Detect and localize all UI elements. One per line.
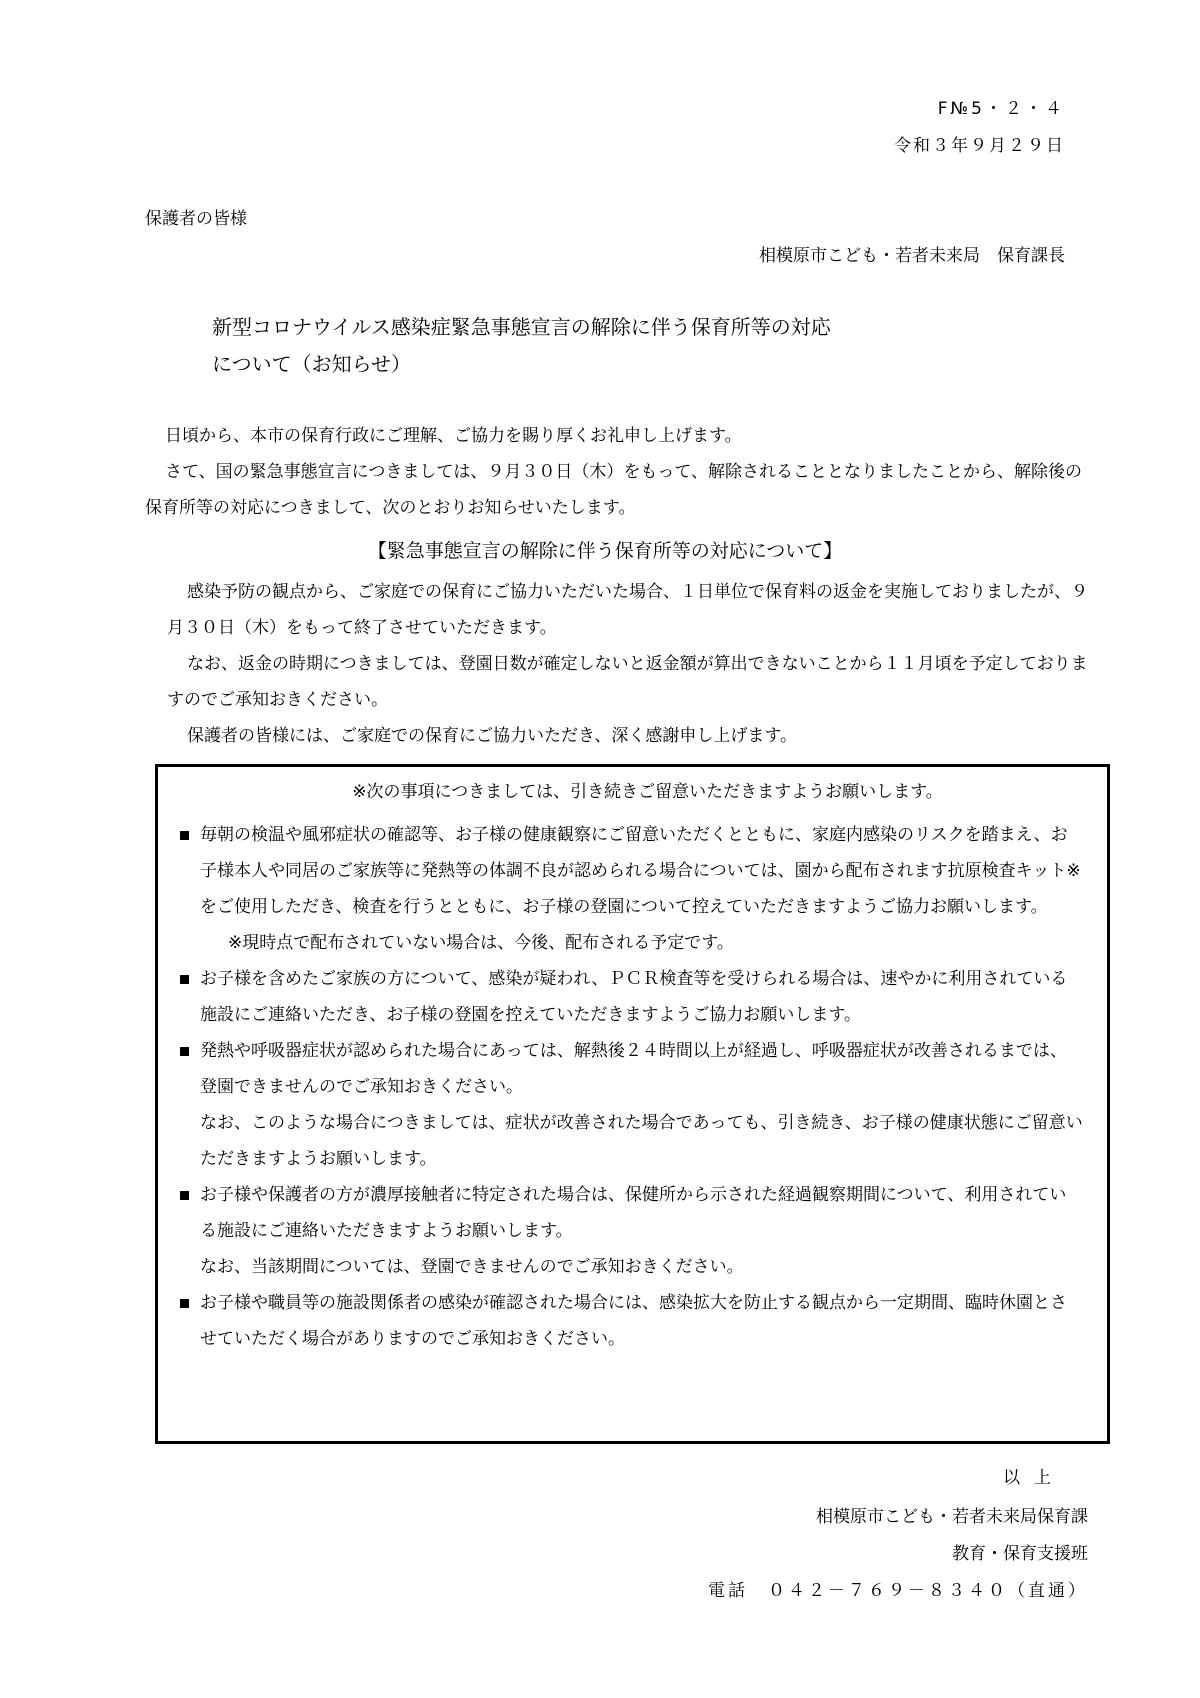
- notice-item-text: 毎朝の検温や風邪症状の確認等、お子様の健康観察にご留意いただくとともに、家庭内感染のリスクを踏まえ、お子様本人や同居のご家族等に発熱等の体調不良が認められる場合については、園から配布されます抗原検査キット※をご使用しただき、検査を行うとともに、お子様の登園について控えていただきますようご協力お願いします。: [200, 825, 1081, 917]
- notice-item-note: ※現時点で配布されていない場合は、今後、配布される予定です。: [228, 933, 734, 953]
- square-bullet-icon: [180, 975, 189, 984]
- section-paragraph-1: 感染予防の観点から、ご家庭での保育にご協力いただいた場合、１日単位で保育料の返金を実施しておりましたが、９月３０日（木）をもって終了させていただきます。: [167, 582, 1088, 638]
- recipient: 保護者の皆様: [145, 209, 247, 229]
- contact-department: 相模原市こども・若者未来局保育課: [816, 1507, 1088, 1527]
- square-bullet-icon: [180, 831, 189, 840]
- notice-lead: ※次の事項につきましては、引き続きご留意いただきますようお願いします。: [352, 782, 943, 802]
- notice-list: [178, 817, 1083, 1357]
- section-paragraph-2: なお、返金の時期につきましては、登園日数が確定しないと返金額が算出できないことから１１月頃を予定しておりますのでご承知おきください。: [167, 654, 1088, 710]
- section-heading: 【緊急事態宣言の解除に伴う保育所等の対応について】: [367, 540, 843, 562]
- notice-item-followup: なお、このような場合につきましては、症状が改善された場合であっても、引き続き、お子様の健康状態にご留意いただきますようお願いします。: [200, 1113, 1083, 1169]
- notice-item-text: お子様や職員等の施設関係者の感染が確認された場合には、感染拡大を防止する観点から一定期間、臨時休園とさせていただく場合がありますのでご承知おきください。: [200, 1293, 1067, 1349]
- document-title: [212, 309, 831, 383]
- notice-item-text: 発熱や呼吸器症状が認められた場合にあっては、解熱後２４時間以上が経過し、呼吸器症状が改善されるまでは、登園できませんのでご承知おきください。: [200, 1041, 1067, 1097]
- document-number: F№5・２・４: [937, 99, 1065, 119]
- square-bullet-icon: [180, 1047, 189, 1056]
- notice-item: [178, 817, 1083, 961]
- contact-team: 教育・保育支援班: [952, 1544, 1088, 1564]
- sender: 相模原市こども・若者未来局 保育課長: [759, 246, 1065, 266]
- notice-item: [178, 1177, 1083, 1285]
- intro-paragraph-1: 日頃から、本市の保育行政にご理解、ご協力を賜り厚くお礼申し上げます。: [165, 426, 742, 446]
- closing-mark: 以上: [1003, 1468, 1065, 1488]
- square-bullet-icon: [180, 1191, 189, 1200]
- notice-box: [155, 764, 1110, 1444]
- notice-item: [178, 1033, 1083, 1177]
- contact-phone: 電話 ０４２－７６９－８３４０（直通）: [708, 1581, 1088, 1601]
- intro-paragraph-2: さて、国の緊急事態宣言につきましては、９月３０日（木）をもって、解除されることとなりましたことから、解除後の保育所等の対応につきまして、次のとおりお知らせいたします。: [145, 462, 1082, 518]
- document-date: 令和３年９月２９日: [894, 136, 1065, 156]
- notice-item-text: お子様や保護者の方が濃厚接触者に特定された場合は、保健所から示された経過観察期間について、利用されている施設にご連絡いただきますようお願いします。: [200, 1185, 1067, 1241]
- section-body: [167, 574, 1097, 754]
- notice-item-followup: なお、当該期間については、登園できませんのでご承知おきください。: [200, 1257, 744, 1277]
- notice-item: [178, 961, 1083, 1033]
- title-line-1: 新型コロナウイルス感染症緊急事態宣言の解除に伴う保育所等の対応: [212, 315, 831, 339]
- title-line-2: について（お知らせ）: [212, 352, 411, 376]
- contact-block: [708, 1499, 1088, 1610]
- intro-section: [145, 418, 1090, 526]
- section-paragraph-3: 保護者の皆様には、ご家庭での保育にご協力いただき、深く感謝申し上げます。: [187, 726, 797, 746]
- notice-item-text: お子様を含めたご家族の方について、感染が疑われ、ＰＣＲ検査等を受けられる場合は、速やかに利用されている施設にご連絡いただき、お子様の登園を控えていただきますようご協力お願いします。: [200, 969, 1068, 1025]
- square-bullet-icon: [180, 1299, 189, 1308]
- notice-item: [178, 1285, 1083, 1357]
